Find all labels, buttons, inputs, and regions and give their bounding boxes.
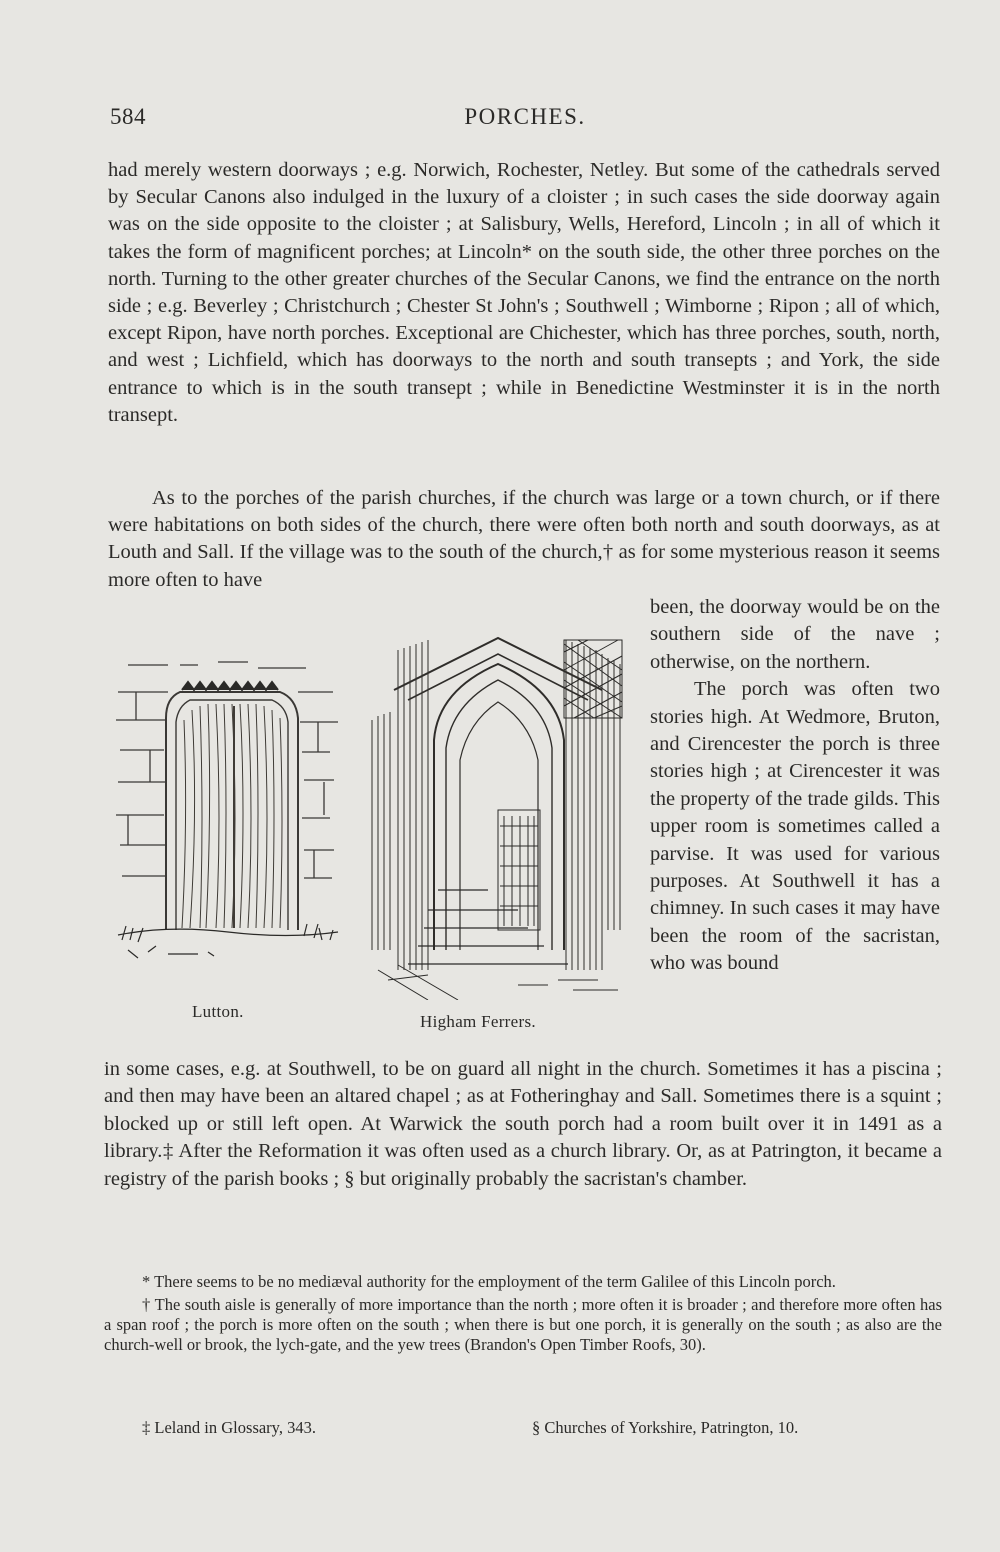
running-title: PORCHES. xyxy=(464,104,586,129)
footnote-double-dagger: ‡ Leland in Glossary, 343. xyxy=(142,1418,316,1437)
continuation-text: in some cases, e.g. at Southwell, to be on guard all night in the church. Sometimes it has a piscina ; and then may have been an altared chapel ; as at Fotheringhay and Sall. Sometimes there is a squint ; blocked up or still left open. At Warwick the south porch had a room built over it in 1491 as a library.‡ After the Reformation it was often used as a church library. Or, as at Patrington, it became a registry of the parish books ; § but originally probably the sacristan's chamber. xyxy=(104,1058,942,1190)
paragraph-1 xyxy=(108,157,940,429)
page-number: 584 xyxy=(110,104,146,129)
figure-higham-ferrers-porch xyxy=(368,630,630,1000)
narrow-column-text xyxy=(650,594,940,978)
paragraph-2 xyxy=(108,485,940,594)
footnote-dagger: † The south aisle is generally of more importance than the north ; more often it is broader ; and therefore more often has a span roof ; the porch is more often on the south ; when there is but one porch, it is generally on the south ; as also are the church-well or brook, the lych-gate, and the yew trees (Brandon's Open Timber Roofs, 30). xyxy=(104,1295,942,1354)
footnotes xyxy=(104,1272,942,1358)
narrow-column-part1: been, the doorway would be on the southern side of the nave ; otherwise, on the northern. xyxy=(650,596,940,673)
footnote-row xyxy=(142,1418,942,1438)
lutton-doorway-illustration xyxy=(108,640,348,970)
footnote-star: * There seems to be no mediæval authority for the employment of the term Galilee of this Lincoln porch. xyxy=(142,1272,836,1291)
higham-ferrers-porch-illustration xyxy=(368,630,630,1000)
footnote-section: § Churches of Yorkshire, Patrington, 10. xyxy=(532,1418,799,1437)
caption-higham-ferrers: Higham Ferrers. xyxy=(420,1012,536,1031)
figure-lutton-doorway xyxy=(108,640,348,970)
caption-lutton: Lutton. xyxy=(192,1002,244,1021)
continuation-paragraph xyxy=(104,1056,942,1193)
paragraph-2-text: As to the porches of the parish churches, if the church was large or a town church, or if there were habitations on both sides of the church, there were often both north and south doorways, as at Louth and Sall. If the village was to the south of the church,† as for some mysterious reason it seems more often to have xyxy=(108,487,940,591)
narrow-column-part2: The porch was often two stories high. At Wedmore, Bruton, and Cirencester the porch is three stories high ; at Cirencester it was the property of the trade gilds. This upper room is sometimes called a parvise. It was used for various purposes. At Southwell it has a chimney. In such cases it may have been the room of the sacristan, who was bound xyxy=(650,678,940,975)
page-header xyxy=(110,104,940,140)
paragraph-1-text: had merely western doorways ; e.g. Norwich, Rochester, Netley. But some of the cathedrals served by Secular Canons also indulged in the luxury of a cloister ; in such cases the side doorway again was on the side opposite to the cloister ; at Salisbury, Wells, Hereford, Lincoln ; in all of which it takes the form of magnificent porches; at Lincoln* on the south side, the other three porches on the north. Turning to the other greater churches of the Secular Canons, we find the entrance on the north side ; e.g. Beverley ; Christchurch ; Chester St John's ; Southwell ; Wimborne ; Ripon ; all of which, except Ripon, have north porches. Exceptional are Chichester, which has three porches, south, north, and west ; Lichfield, which has doorways to the north and south transepts ; and York, the side entrance to which is in the south transept ; while in Benedictine Westminster it is in the north transept. xyxy=(108,159,940,426)
